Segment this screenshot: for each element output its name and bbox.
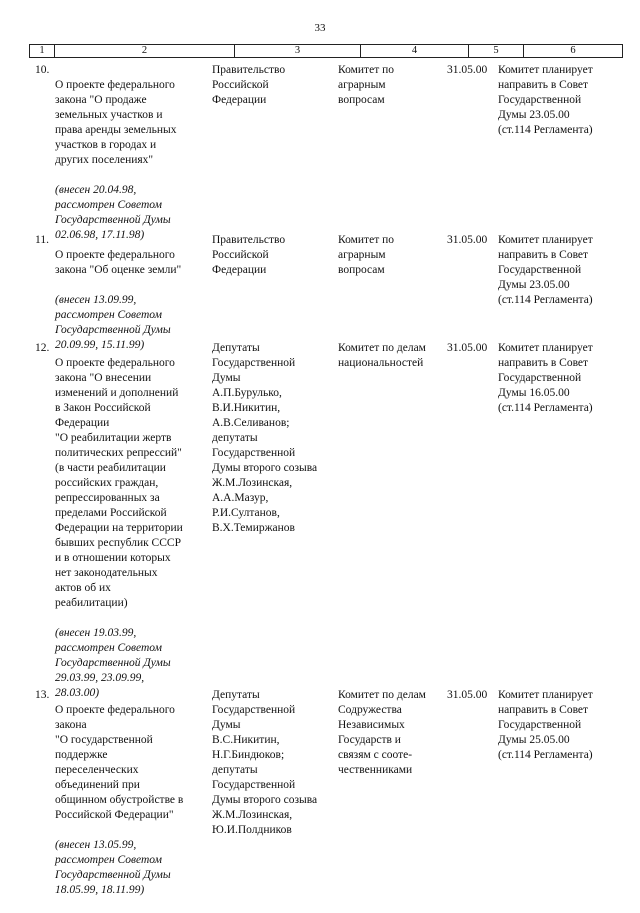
bill-status-note: (внесен 13.05.99, рассмотрен Советом Государственной Думы 18.05.99, 18.11.99) <box>55 839 171 896</box>
table-header-row <box>29 44 623 58</box>
bill-title-cell <box>55 341 205 716</box>
column-header-1: 1 <box>30 45 55 57</box>
bill-title: О проекте федерального закона "Об оценке земли" <box>55 249 182 276</box>
deadline-date: 31.05.00 <box>447 689 488 701</box>
plan-note: Комитет планирует направить в Совет Государственной Думы 23.05.00 (ст.114 Регламента) <box>498 64 593 136</box>
column-header-4: 4 <box>361 45 469 57</box>
bill-title: О проекте федерального закона "О продаже земельных участков и права аренды земельных участков в городах и других поселениях" <box>55 79 177 166</box>
plan-note: Комитет планирует направить в Совет Государственной Думы 23.05.00 (ст.114 Регламента) <box>498 234 593 306</box>
deadline-date: 31.05.00 <box>447 64 488 76</box>
column-header-6: 6 <box>570 45 576 56</box>
plan-note: Комитет планирует направить в Совет Государственной Думы 25.05.00 (ст.114 Регламента) <box>498 689 593 761</box>
bill-status-note: (внесен 19.03.99, рассмотрен Советом Государственной Думы 29.03.99, 23.09.99, 28.03.00) <box>55 627 171 699</box>
bill-title: О проекте федерального закона "О внесении изменений и дополнений в Закон Российской Федерации "О реабилитации жертв политических репрессий" (в части реабилитации российских граждан, репрессированных за пределами Российской Федерации на территории бывших республик СССР и в отношении которых нет законодательных актов об их реабилитации) <box>55 357 183 609</box>
initiator: Депутаты Государственной Думы А.П.Бурулько, В.И.Никитин, А.В.Селиванов; депутаты Государственной Думы второго созыва Ж.М.Лозинская, А.А.Мазур, Р.И.Султанов, В.Х.Темиржанов <box>212 342 318 534</box>
committee: Комитет по делам национальностей <box>338 342 426 369</box>
column-header-5: 5 <box>469 45 524 57</box>
row-number: 11. <box>35 234 49 246</box>
row-number: 10. <box>35 64 50 76</box>
bill-status-note: (внесен 13.09.99, рассмотрен Советом Государственной Думы 20.09.99, 15.11.99) <box>55 294 171 351</box>
initiator: Правительство Российской Федерации <box>212 234 286 276</box>
initiator: Правительство Российской Федерации <box>212 64 286 106</box>
row-number: 13. <box>35 689 50 701</box>
column-header-2: 2 <box>55 45 235 57</box>
bill-status-note: (внесен 20.04.98, рассмотрен Советом Государственной Думы 02.06.98, 17.11.98) <box>55 184 171 241</box>
initiator: Депутаты Государственной Думы В.С.Никитин, Н.Г.Биндюков; депутаты Государственной Думы второго созыва Ж.М.Лозинская, Ю.И.Полдников <box>212 689 318 836</box>
row-number: 12. <box>35 342 50 354</box>
column-header-3: 3 <box>235 45 361 57</box>
plan-note: Комитет планирует направить в Совет Государственной Думы 16.05.00 (ст.114 Регламента) <box>498 342 593 414</box>
bill-title: О проекте федерального закона "О государственной поддержке переселенческих объединений при общинном обустройстве в Российской Федерации" <box>55 704 184 821</box>
deadline-date: 31.05.00 <box>447 342 488 354</box>
page-number: 33 <box>314 22 326 34</box>
committee: Комитет по делам Содружества Независимых Государств и связям с соотe- чественниками <box>338 689 426 776</box>
bill-title-cell <box>55 63 205 258</box>
committee: Комитет по аграрным вопросам <box>338 64 394 106</box>
committee: Комитет по аграрным вопросам <box>338 234 394 276</box>
bill-title-cell <box>55 688 205 913</box>
deadline-date: 31.05.00 <box>447 234 488 246</box>
